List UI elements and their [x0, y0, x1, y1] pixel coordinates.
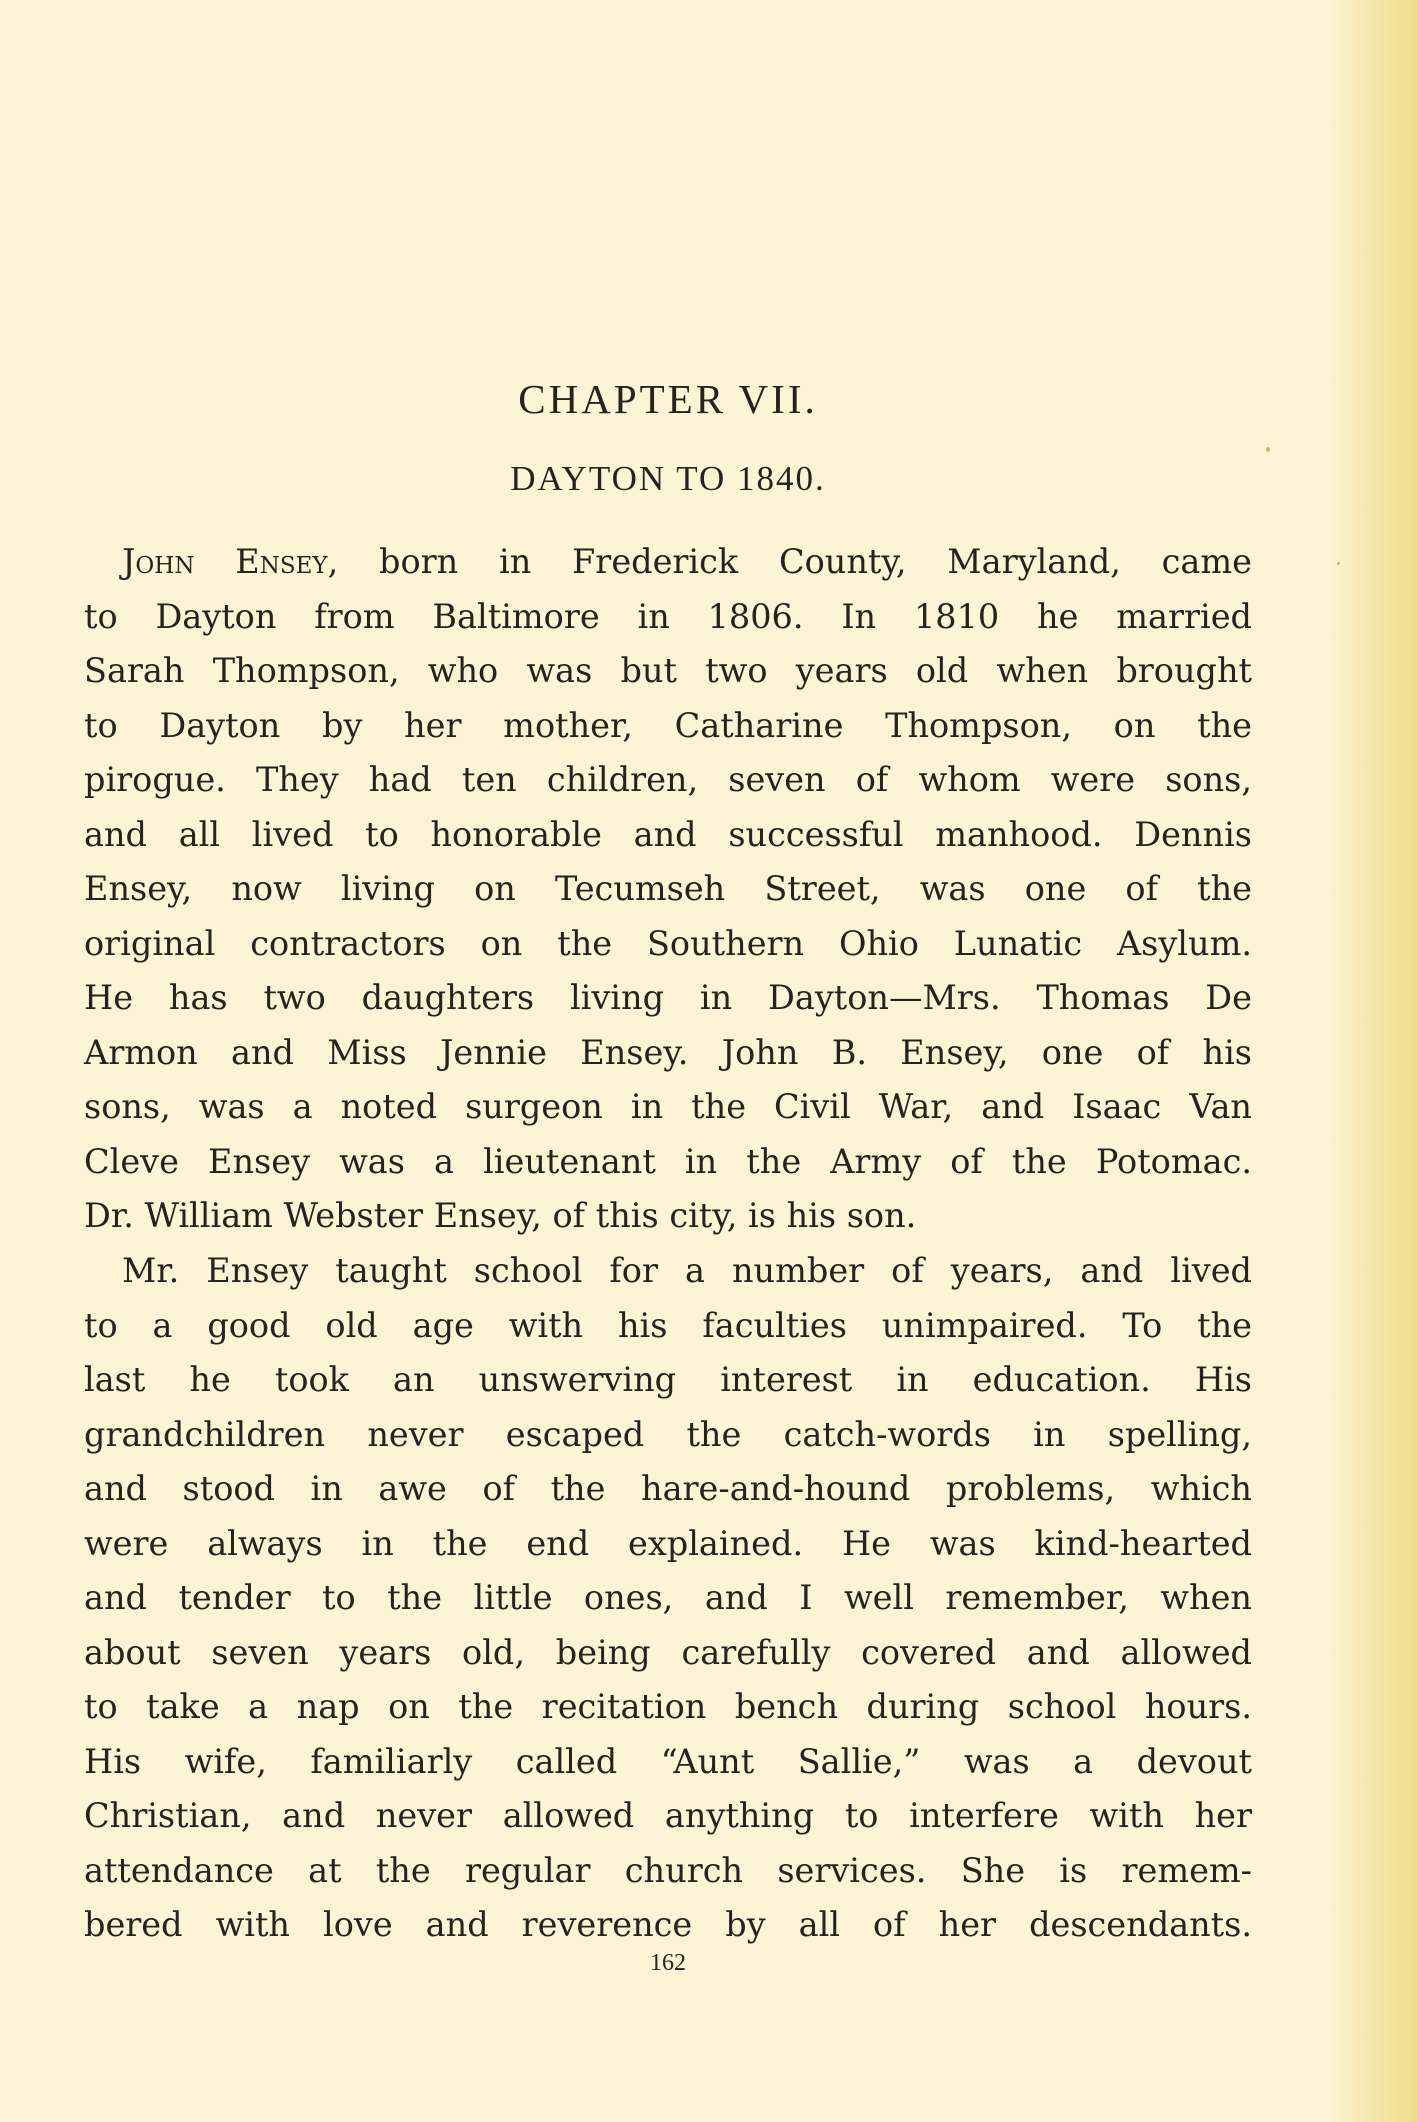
- paragraph-line: Sarah Thompson, who was but two years old when brought: [84, 651, 1252, 690]
- paragraph-line: to take a nap on the recitation bench during school hours.: [84, 1687, 1252, 1726]
- paragraph-line: were always in the end explained. He was kind-hearted: [84, 1523, 1252, 1563]
- paragraph-line: pirogue. They had ten children, seven of whom were sons,: [84, 760, 1252, 799]
- paragraph-line: and stood in awe of the hare-and-hound problems, which: [84, 1469, 1252, 1508]
- paragraph-line: Armon and Miss Jennie Ensey. John B. Ensey, one of his: [84, 1032, 1252, 1072]
- lead-name: John Ensey: [122, 542, 328, 581]
- paragraph-line: Mr. Ensey taught school for a number of years, and lived: [122, 1251, 1252, 1290]
- paragraph-line: original contractors on the Southern Ohio Lunatic Asylum.: [84, 923, 1252, 963]
- paper-speck: [1266, 447, 1270, 452]
- paragraph-line: Dr. William Webster Ensey, of this city, is his son.: [84, 1196, 917, 1235]
- paragraph-line: sons, was a noted surgeon in the Civil War, and Isaac Van: [84, 1087, 1252, 1126]
- chapter-subtitle: [84, 459, 1252, 499]
- paragraph-line: [84, 535, 1252, 590]
- paragraph-line: attendance at the regular church services. She is remem-: [84, 1850, 1252, 1890]
- paragraph-line: He has two daughters living in Dayton—Mrs. Thomas De: [84, 978, 1252, 1017]
- paragraph-line: and all lived to honorable and successful manhood. Dennis: [84, 814, 1252, 854]
- paragraph-1: [84, 535, 1252, 1244]
- paragraph-line: to a good old age with his faculties unimpaired. To the: [84, 1305, 1252, 1345]
- paper-speck: [1337, 562, 1340, 565]
- paragraph-line: about seven years old, being carefully covered and allowed: [84, 1632, 1252, 1672]
- paragraph-line: to Dayton by her mother, Catharine Thompson, on the: [84, 705, 1252, 745]
- paragraph-line: to Dayton from Baltimore in 1806. In 1810 he married: [84, 596, 1252, 636]
- paragraph-2: [84, 1244, 1252, 1953]
- page-number: 162: [650, 1950, 686, 1976]
- paragraph-line: Christian, and never allowed anything to interfere with her: [84, 1796, 1252, 1835]
- paragraph-line: and tender to the little ones, and I well remember, when: [84, 1578, 1252, 1617]
- paragraph-line: His wife, familiarly called “Aunt Sallie,” was a devout: [84, 1741, 1252, 1781]
- chapter-subtitle-text: DAYTON TO: [510, 459, 727, 498]
- page-edge-shading: [1327, 0, 1417, 2122]
- paragraph-line: last he took an unswerving interest in education. His: [84, 1360, 1252, 1399]
- paragraph-line: bered with love and reverence by all of her descendants.: [84, 1905, 1252, 1944]
- chapter-subtitle-year: 1840.: [737, 459, 826, 498]
- paragraph-line: grandchildren never escaped the catch-words in spelling,: [84, 1414, 1252, 1454]
- paragraph-line: Ensey, now living on Tecumseh Street, was one of the: [84, 869, 1252, 908]
- chapter-title: CHAPTER VII.: [518, 376, 818, 422]
- paragraph-line: Cleve Ensey was a lieutenant in the Army of the Potomac.: [84, 1141, 1252, 1181]
- lead-text: , born in Frederick County, Maryland, came: [327, 542, 1252, 581]
